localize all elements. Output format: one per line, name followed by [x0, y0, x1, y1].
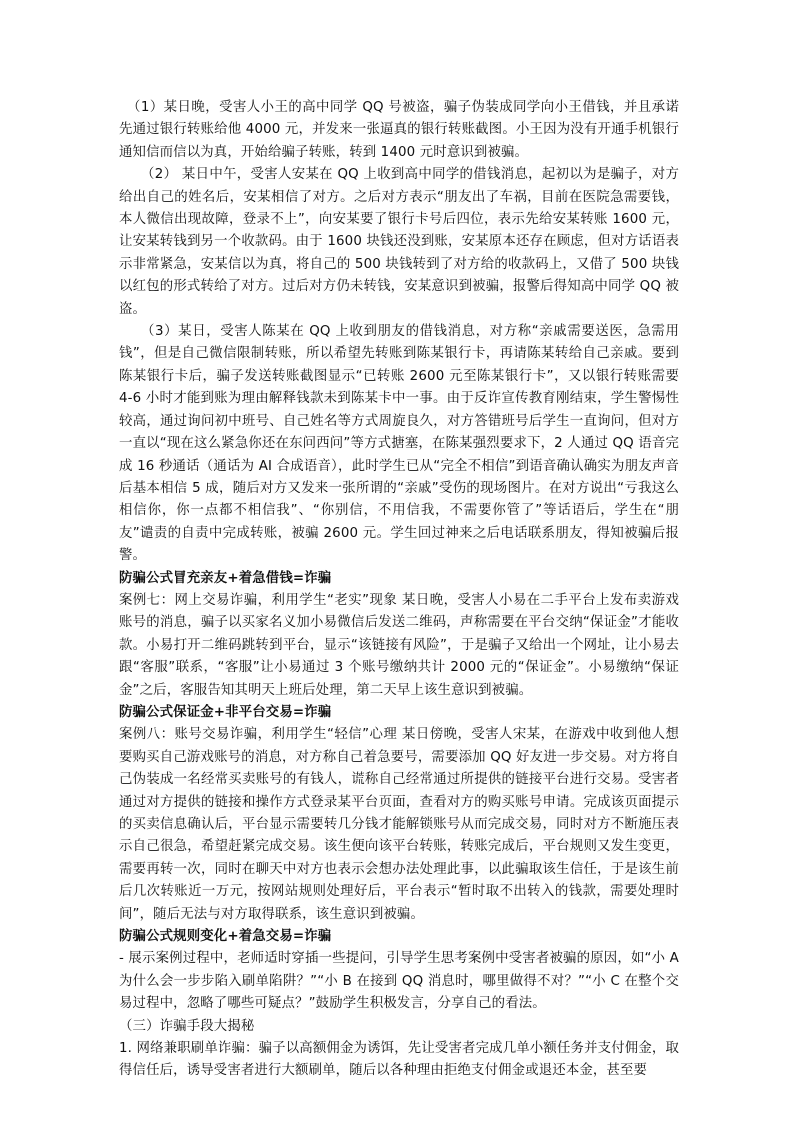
anti-fraud-formula-1: 防骗公式冒充亲友+着急借钱=诈骗 [119, 570, 332, 586]
case-1-paragraph: （1）某日晚，受害人小王的高中同学 QQ 号被盗，骗子伪装成同学向小王借钱，并且承诺先通过银行转账给他 4000 元，并发来一张逼真的银行转账截图。小王因为没有开通手机银行通知信而信以为真，开始给骗子转账，转到 1400 元时意识到被骗。 [119, 100, 679, 160]
method-1-paragraph: 1. 网络兼职刷单诈骗：骗子以高额佣金为诱饵，先让受害者完成几单小额任务并支付佣金，取得信任后，诱导受害者进行大额刷单，随后以各种理由拒绝支付佣金或退还本金，甚至要 [119, 1041, 679, 1079]
section-heading-3: （三）诈骗手段大揭秘 [119, 1018, 255, 1034]
anti-fraud-formula-3: 防骗公式规则变化+着急交易=诈骗 [119, 929, 332, 945]
case-8-paragraph: 案例八：账号交易诈骗，利用学生“轻信”心理 某日傍晚，受害人宋某，在游戏中收到他人想要购买自己游戏账号的消息，对方称自己着急要号，需要添加 QQ 好友进一步交易。对方将自己伪装成一名经常买卖账号的有钱人，谎称自己经常通过所提供的链接平台进行交易。受害者通过对方提供的链接和操作方式登录某平台页面，查看对方的购买账号申请。完成该页面提示的买卖信息确认后，平台显示需要转几分钱才能解锁账号从而完成交易，同时对方不断施压表示自己很急，希望赶紧完成交易。该生便向该平台转账，转账完成后，平台规则又发生变更，需要再转一次，同时在聊天中对方也表示会想办法处理此事，以此骗取该生信任，于是该生前后几次转账近一万元，按网站规则处理好后，平台表示“暂时取不出转入的钱款，需要处理时间”，随后无法与对方取得联系，该生意识到被骗。 [119, 727, 679, 922]
case-2-paragraph: （2） 某日中午，受害人安某在 QQ 上收到高中同学的借钱消息，起初以为是骗子，对方给出自己的姓名后，安某相信了对方。之后对方表示“朋友出了车祸，目前在医院急需要钱，本人微信出现故障，登录不上”，向安某要了银行卡号后四位，表示先给安某转账 1600 元，让安某转钱到另一个收款码。由于 1600 块钱还没到账，安某原本还存在顾虑，但对方话语表示非常紧急，安某信以为真，将自己的 500 块钱转到了对方给的收款码上，又借了 500 块钱以红包的形式转给了对方。过后对方仍未转钱，安某意识到被骗，报警后得知高中同学 QQ 被盗。 [119, 167, 679, 317]
case-3-paragraph: （3）某日，受害人陈某在 QQ 上收到朋友的借钱消息，对方称“亲戚需要送医，急需用钱”，但是自己微信限制转账，所以希望先转账到陈某银行卡，再请陈某转给自己亲戚。要到陈某银行卡后，骗子发送转账截图显示“已转账 2600 元至陈某银行卡”，又以银行转账需要 4-6 小时才能到账为理由解释钱款未到陈某卡中一事。由于反诈宣传教育刚结束，学生警惕性较高，通过询问初中班号、自己姓名等方式周旋良久，对方答错班号后学生一直询问，但对方一直以“现在这么紧急你还在东问西问”等方式搪塞，在陈某强烈要求下，2 人通过 QQ 语音完成 16 秒通话（通话为 AI 合成语音），此时学生已从“完全不相信”到语音确认确实为朋友声音后基本相信 5 成，随后对方又发来一张所谓的“亲戚”受伤的现场图片。在对方说出“亏我这么相信你，你一点都不相信我”、“你别信，不用信我，不需要你管了”等话语后，学生在“朋友”谴责的自责中完成转账，被骗 2600 元。学生回过神来之后电话联系朋友，得知被骗后报警。 [119, 324, 679, 564]
anti-fraud-formula-2: 防骗公式保证金+非平台交易=诈骗 [119, 704, 332, 720]
discussion-note: - 展示案例过程中，老师适时穿插一些提问，引导学生思考案例中受害者被骗的原因，如“小 A 为什么会一步步陷入刷单陷阱？”“小 B 在接到 QQ 消息时，哪里做得不对？”“小 C 在整个交易过程中，忽略了哪些可疑点？”鼓励学生积极发言，分享自己的看法。 [119, 951, 679, 1012]
case-7-paragraph: 案例七：网上交易诈骗，利用学生“老实”现象 某日晚，受害人小易在二手平台上发布卖游戏账号的消息，骗子以买家名义加小易微信后发送二维码，声称需要在平台交纳“保证金”才能收款。小易打开二维码跳转到平台，显示“该链接有风险”，于是骗子又给出一个网址，让小易去跟“客服”联系，“客服”让小易通过 3 个账号缴纳共计 2000 元的“保证金”。小易缴纳“保证金”之后，客服告知其明天上班后处理，第二天早上该生意识到被骗。 [119, 592, 679, 698]
document-page [119, 97, 679, 1083]
